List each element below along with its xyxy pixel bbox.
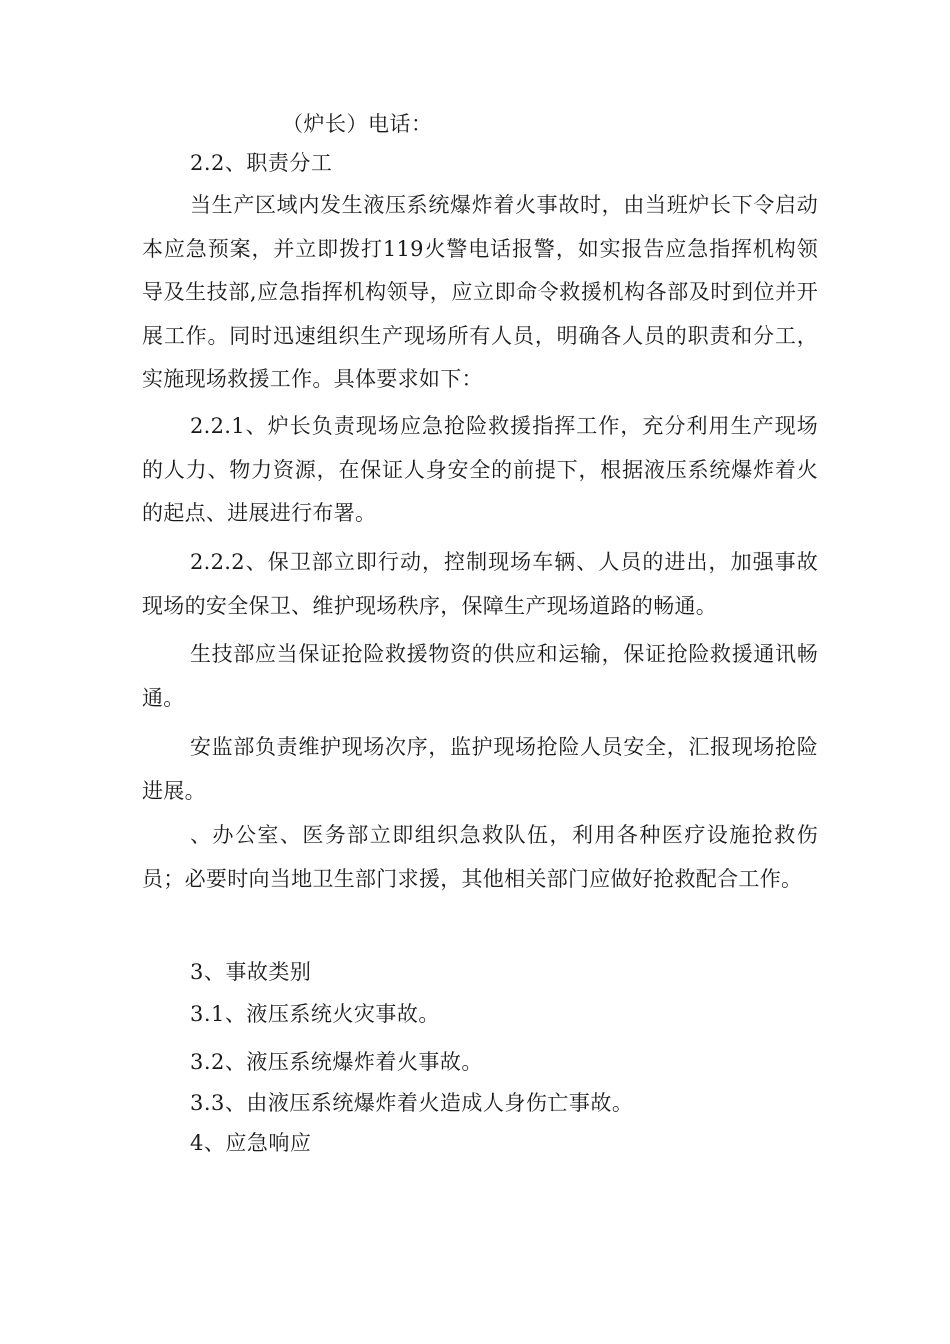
- paragraph-2-2-2: 2.2.2、保卫部立即行动，控制现场车辆、人员的进出，加强事故现场的安全保卫、维护现场秩序，保障生产现场道路的畅通。: [142, 550, 818, 618]
- contact-line: （炉长）电话：: [282, 112, 433, 136]
- paragraph-intro: 当生产区域内发生液压系统爆炸着火事故时，由当班炉长下令启动本应急预案，并立即拨打119火警电话报警，如实报告应急指挥机构领导及生技部,应急指挥机构领导，应立即命令救援机构各部及时到位并开展工作。同时迅速组织生产现场所有人员，明确各人员的职责和分工，实施现场救援工作。具体要求如下：: [142, 193, 818, 391]
- paragraph-bangong: 、办公室、医务部立即组织急救队伍，利用各种医疗设施抢救伤员；必要时向当地卫生部门求援，其他相关部门应做好抢救配合工作。: [142, 823, 818, 891]
- item-3-1: 3.1、液压系统火灾事故。: [190, 1002, 440, 1026]
- item-3-3: 3.3、由液压系统爆炸着火造成人身伤亡事故。: [190, 1091, 634, 1115]
- item-3-2: 3.2、液压系统爆炸着火事故。: [190, 1050, 483, 1074]
- paragraph-2-2-1: 2.2.1、炉长负责现场应急抢险救援指挥工作，充分利用生产现场的人力、物力资源，在保证人身安全的前提下，根据液压系统爆炸着火的起点、进展进行布署。: [142, 414, 818, 525]
- paragraph-anjian: 安监部负责维护现场次序，监护现场抢险人员安全，汇报现场抢险进展。: [142, 735, 818, 803]
- section-3-title: 3、事故类别: [190, 960, 312, 984]
- paragraph-shengji: 生技部应当保证抢险救援物资的供应和运输，保证抢险救援通讯畅通。: [142, 642, 818, 710]
- section-2-2-title: 2.2、职责分工: [190, 151, 333, 175]
- section-4-title: 4、应急响应: [190, 1131, 312, 1155]
